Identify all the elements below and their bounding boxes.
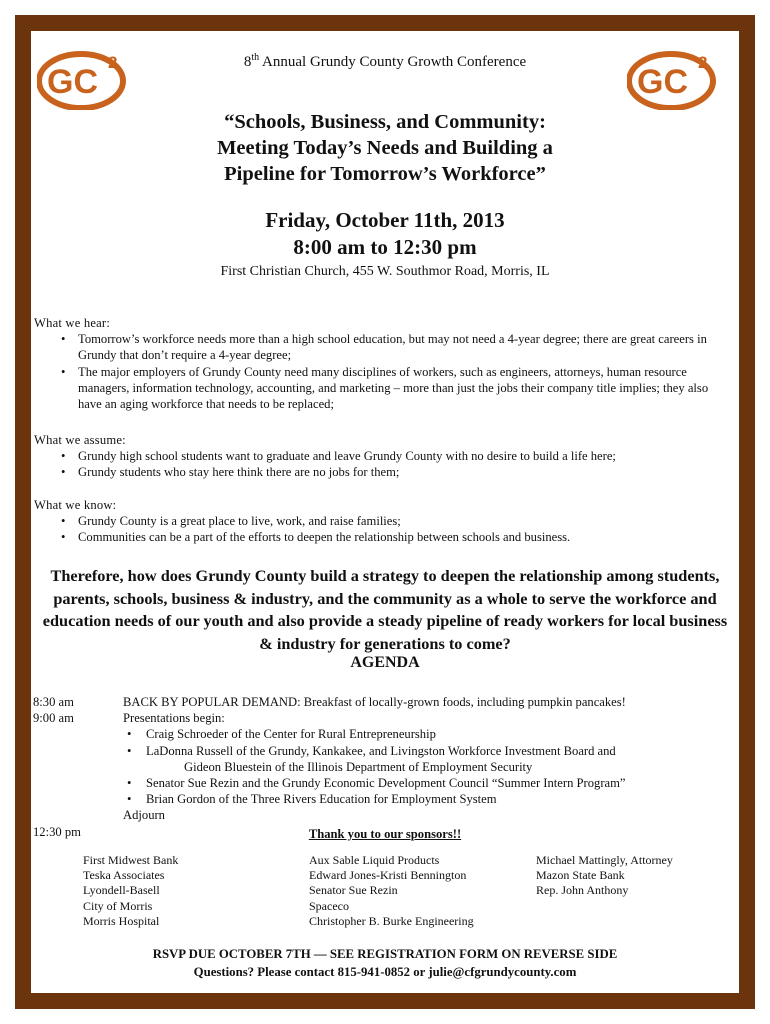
svg-text:GC: GC xyxy=(637,63,688,101)
agenda-item: Adjourn xyxy=(123,808,165,823)
agenda-items xyxy=(123,694,733,824)
sponsor-name: Aux Sable Liquid Products xyxy=(309,853,440,867)
sponsor-column-1 xyxy=(83,853,178,929)
section-what-we-know xyxy=(34,497,734,546)
sponsor-column-2 xyxy=(309,853,474,929)
event-date: Friday, October 11th, 2013 xyxy=(265,208,505,232)
section-what-we-assume xyxy=(34,432,734,481)
sponsor-name: Senator Sue Rezin xyxy=(309,883,398,898)
section-what-we-hear xyxy=(34,315,734,412)
sponsor-name: Christopher B. Burke Engineering xyxy=(309,913,474,928)
presenter-item: • Brian Gordon of the Three Rivers Education for Employment System xyxy=(146,791,733,807)
svg-text:2: 2 xyxy=(698,53,708,72)
page-border xyxy=(15,15,755,1009)
rsvp-info xyxy=(31,945,739,981)
sponsor-name: Rep. John Anthony xyxy=(536,883,629,898)
title-line: Pipeline for Tomorrow’s Workforce” xyxy=(224,163,546,185)
list-item: • Grundy students who stay here think there are no jobs for them; xyxy=(78,464,734,480)
agenda-item: Presentations begin: xyxy=(123,711,225,726)
sponsor-name: First Midwest Bank xyxy=(83,853,179,867)
sponsor-column-3 xyxy=(536,853,673,899)
agenda-times xyxy=(33,694,81,840)
section-heading: What we know: xyxy=(34,498,117,512)
agenda-time: 9:00 am xyxy=(33,711,74,726)
key-question: Therefore, how does Grundy County build a strategy to deepen the relationship among students, parents, schools, business & industry, and the community as a whole to serve the workforce and education needs of our youth and also provide a steady pipeline of ready workers for local business & industry for generations to come? xyxy=(42,566,728,653)
conference-title xyxy=(151,109,619,187)
sponsor-name: Morris Hospital xyxy=(83,913,160,928)
presenter-item: • LaDonna Russell of the Grundy, Kankakee, and Livingston Workforce Investment Board and Gideon Bluestein of the Illinois Department of Employment Security xyxy=(146,743,733,775)
sponsor-name: Mazon State Bank xyxy=(536,868,625,883)
agenda-time: 12:30 pm xyxy=(33,824,81,839)
svg-text:GC: GC xyxy=(47,63,98,101)
list-item: • Communities can be a part of the efforts to deepen the relationship between schools and business. xyxy=(78,529,734,545)
sponsor-name: Spaceco xyxy=(309,898,349,913)
agenda-time: 8:30 am xyxy=(33,695,74,709)
sponsor-name: City of Morris xyxy=(83,898,153,913)
event-time: 8:00 am to 12:30 pm xyxy=(293,235,477,259)
list-item: • Grundy County is a great place to live, work, and raise families; xyxy=(78,513,734,529)
contact-info: Questions? Please contact 815-941-0852 or julie@cfgrundycounty.com xyxy=(193,965,577,979)
sponsor-name: Michael Mattingly, Attorney xyxy=(536,853,673,867)
list-item: • Grundy high school students want to graduate and leave Grundy County with no desire to build a life here; xyxy=(78,448,734,464)
list-item: • The major employers of Grundy County need many disciplines of workers, such as engineers, attorneys, human resource managers, information technology, accounting, and marketing – more than just the jobs their company title implies; they also have an aging workforce that needs to be replaced; xyxy=(78,364,734,413)
sponsor-name: Edward Jones-Kristi Bennington xyxy=(309,868,467,883)
title-line: Meeting Today’s Needs and Building a xyxy=(217,137,553,159)
event-venue: First Christian Church, 455 W. Southmor Road, Morris, IL xyxy=(220,264,550,279)
title-line: “Schools, Business, and Community: xyxy=(224,111,546,133)
event-date-time xyxy=(131,207,639,261)
flyer-page xyxy=(31,31,739,993)
sponsors-heading: Thank you to our sponsors!! xyxy=(308,827,462,841)
agenda-item: BACK BY POPULAR DEMAND: Breakfast of locally-grown foods, including pumpkin pancakes! xyxy=(123,695,626,709)
gc2-logo-left xyxy=(37,48,127,110)
rsvp-deadline: RSVP DUE OCTOBER 7TH — SEE REGISTRATION FORM ON REVERSE SIDE xyxy=(152,947,618,961)
section-heading: What we hear: xyxy=(34,316,111,330)
conference-name: 8th Annual Grundy County Growth Conference xyxy=(243,52,527,70)
list-item: • Tomorrow’s workforce needs more than a high school education, but may not need a 4-year degree; there are great careers in Grundy that don’t require a 4-year degree; xyxy=(78,331,734,363)
agenda-heading: AGENDA xyxy=(350,654,420,671)
sponsor-name: Lyondell-Basell xyxy=(83,883,160,898)
presenter-item: • Senator Sue Rezin and the Grundy Economic Development Council “Summer Intern Program” xyxy=(146,775,733,791)
gc2-logo-right xyxy=(627,48,717,110)
svg-text:2: 2 xyxy=(108,53,118,72)
sponsor-name: Teska Associates xyxy=(83,868,165,883)
presenter-item: • Craig Schroeder of the Center for Rural Entrepreneurship xyxy=(146,726,733,742)
section-heading: What we assume: xyxy=(34,433,126,447)
